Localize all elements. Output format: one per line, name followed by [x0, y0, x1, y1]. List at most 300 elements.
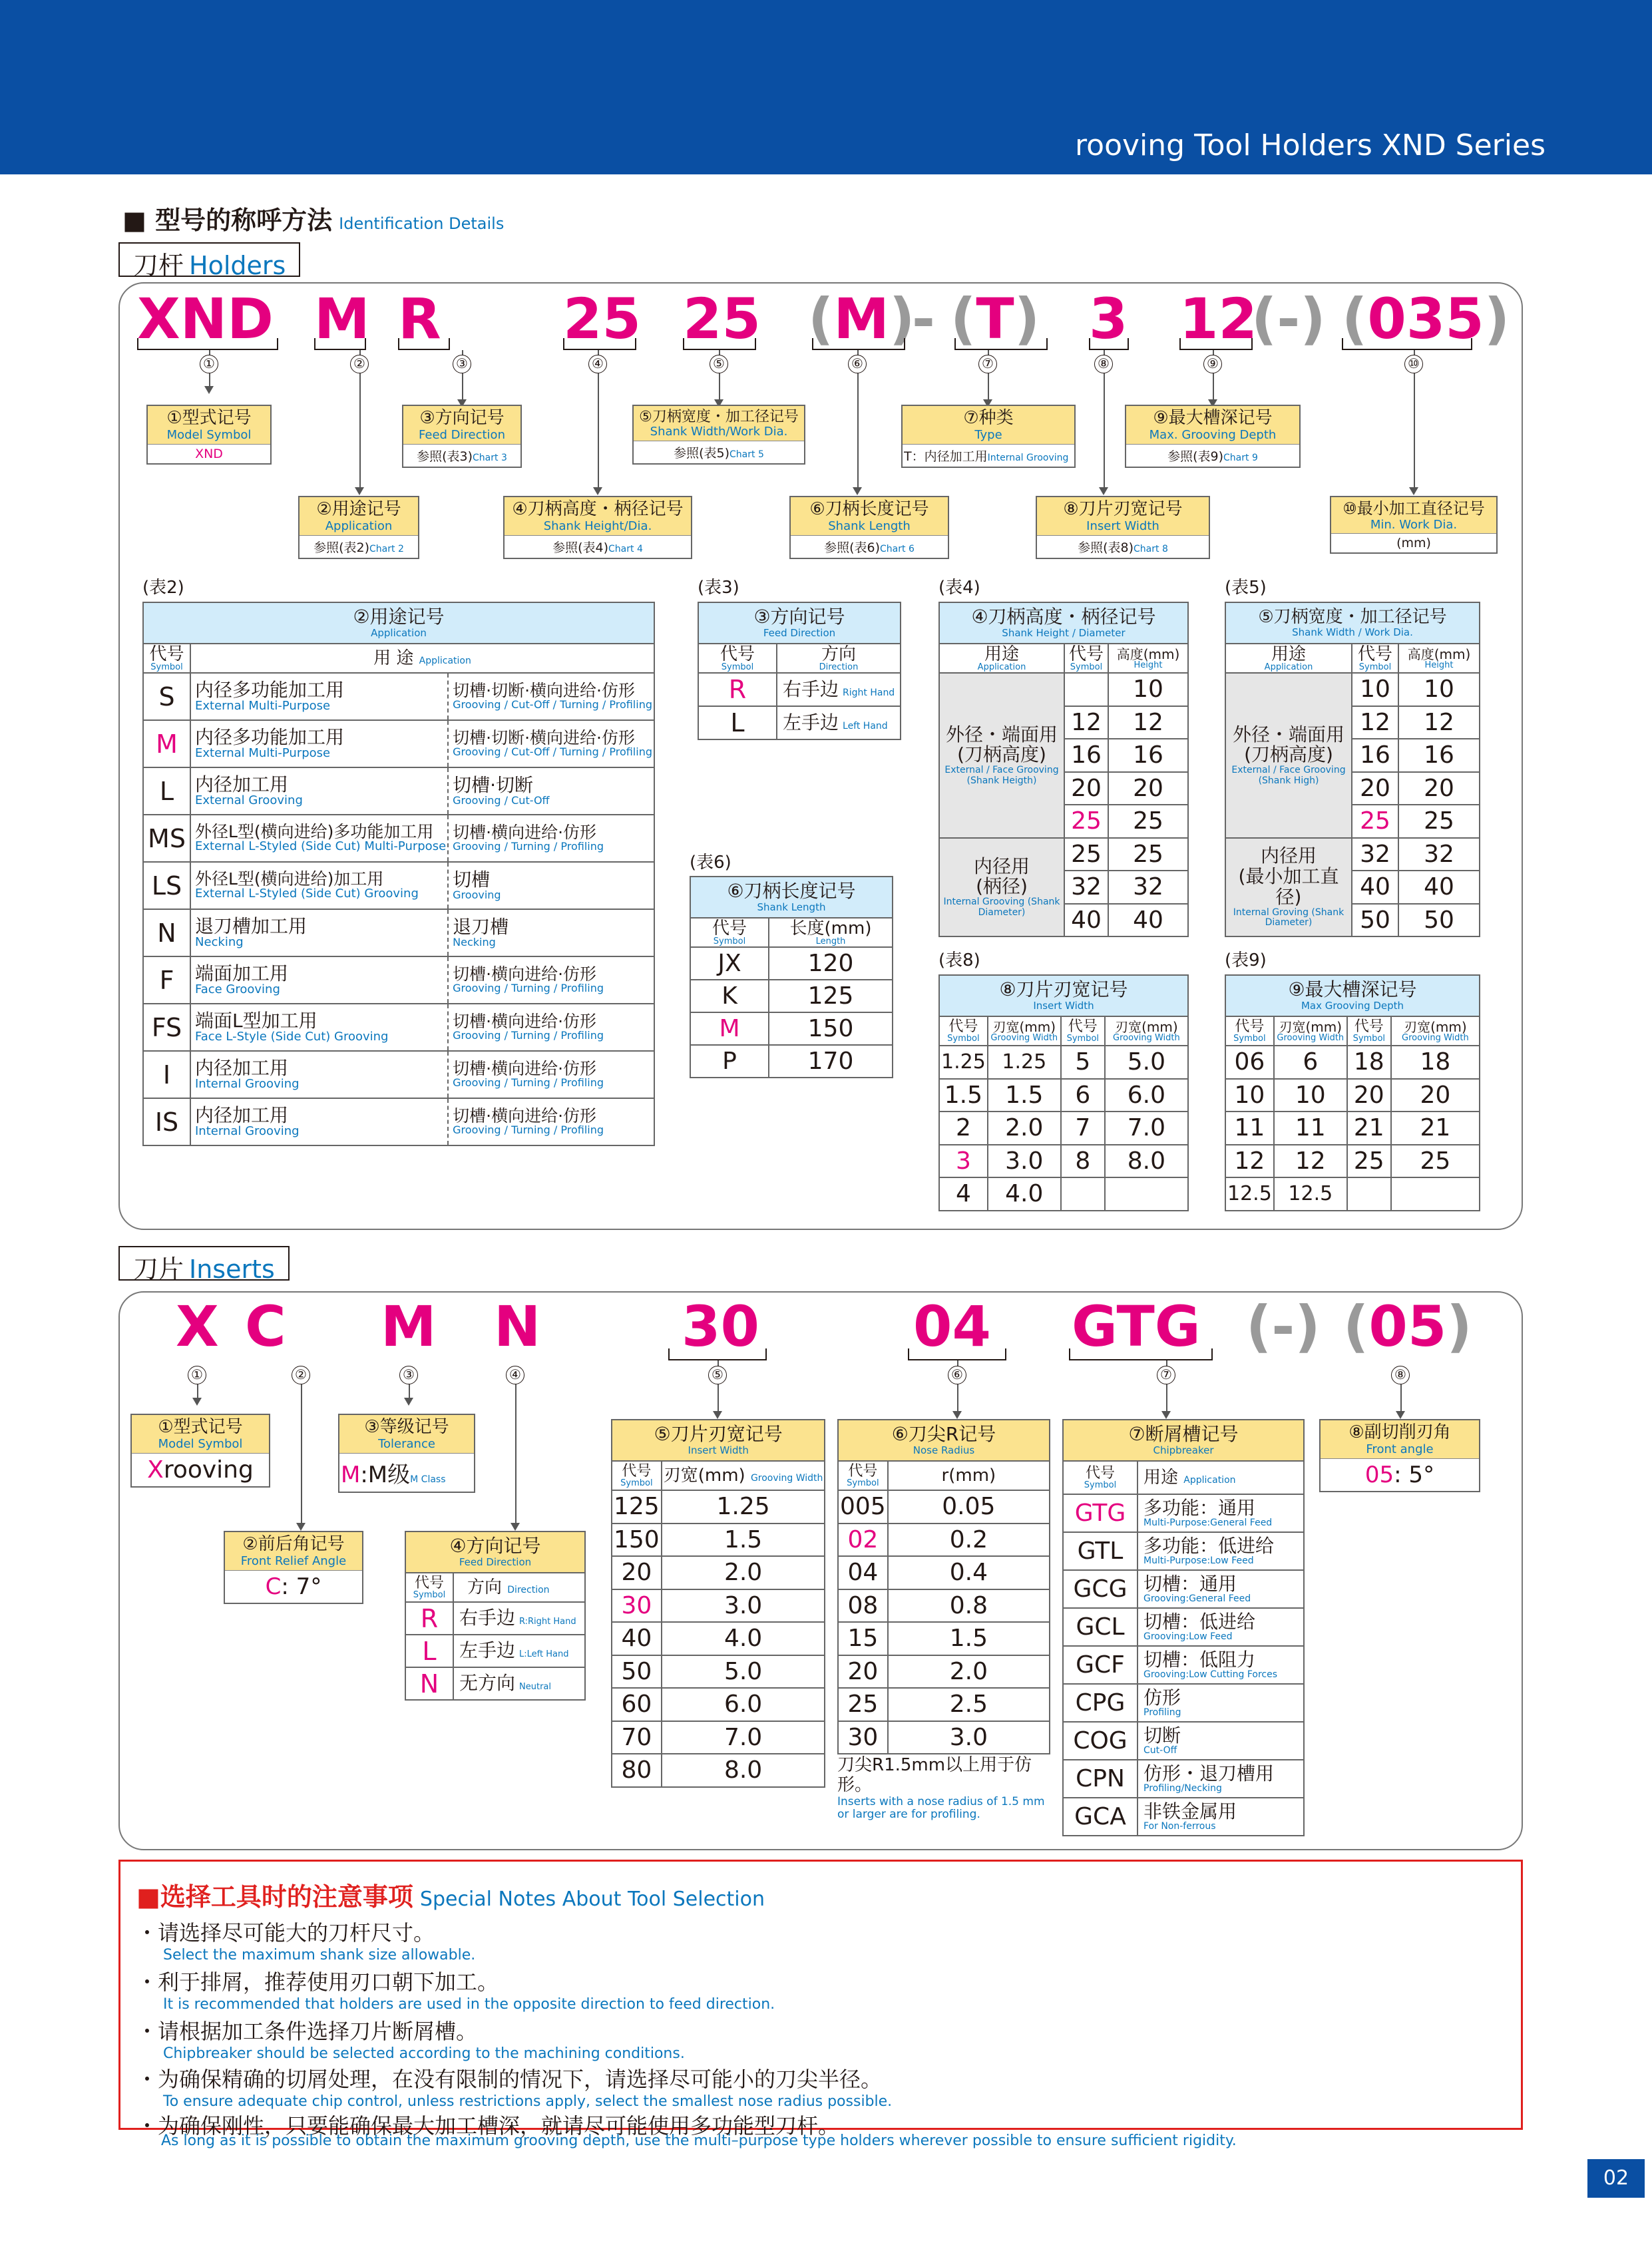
- insert-marker-7: ⑦: [1157, 1366, 1175, 1384]
- value-cell: 150: [769, 1012, 893, 1045]
- table-row: [143, 1098, 654, 1145]
- application-cell: 非铁金属用 For Non-ferrous: [1137, 1798, 1304, 1836]
- chart2-col-symbol: 代号 Symbol: [143, 644, 190, 673]
- symbol-cell: 10: [1352, 673, 1398, 706]
- note-item: ・为确保精确的切屑处理，在没有限制的情况下，请选择尽可能小的刀尖半径。 To ensure adequate chip control, unless restrictions apply, select the smallest nose radius possible.: [136, 2067, 893, 2110]
- table-row: [939, 1046, 1188, 1079]
- bracket: [1179, 338, 1253, 350]
- symbol-cell: COG: [1063, 1722, 1137, 1760]
- label-insert-width: ⑧刀片刃宽记号 Insert Width 参照(表8)Chart 8: [1036, 496, 1210, 559]
- table-row: [1225, 1046, 1480, 1079]
- symbol-cell: 06: [1225, 1046, 1274, 1079]
- symbol-cell: LS: [143, 862, 190, 909]
- note-item: ・请选择尽可能大的刀杆尺寸。 Select the maximum shank size allowable.: [136, 1920, 476, 1963]
- insert-code-relief: C: [245, 1294, 286, 1359]
- inserts-tag: 刀片 Inserts: [118, 1246, 290, 1281]
- label-max-depth: ⑨最大槽深记号 Max. Grooving Depth 参照(表9)Chart 9: [1125, 405, 1301, 468]
- label-feed-direction: ③方向记号 Feed Direction 参照(表3)Chart 3: [402, 405, 522, 468]
- symbol-cell: 12.5: [1225, 1177, 1274, 1211]
- symbol-cell: 40: [612, 1622, 662, 1655]
- value-cell: 3.0: [988, 1145, 1061, 1178]
- insert-code-model: X: [176, 1294, 219, 1359]
- table-row: [690, 1012, 893, 1045]
- symbol-cell: GTG: [1063, 1494, 1137, 1532]
- operation-cell: 切槽·切断 Grooving / Cut-Off: [448, 767, 654, 815]
- holder-code-type: (T): [950, 286, 1040, 351]
- value-cell: 2.0: [662, 1556, 825, 1589]
- value-cell: 5.0: [662, 1655, 825, 1689]
- notes-title: ■选择工具时的注意事项 Special Notes About Tool Selection: [136, 1882, 765, 1912]
- symbol-cell: S: [143, 673, 190, 720]
- chart2-title: ②用途记号 Application: [143, 602, 654, 644]
- direction-cell: 右手边 R:Right Hand: [453, 1602, 585, 1635]
- symbol-cell: 20: [1347, 1079, 1391, 1112]
- marker-4: ④: [588, 355, 607, 373]
- application-cell: 内径加工用 Internal Grooving: [190, 1051, 448, 1098]
- table-row: [1225, 1079, 1480, 1112]
- chart3-direction-table: ③方向记号 Feed Direction 代号 Symbol 方向 Direction R 右手边 Right Hand L 左手边 Left Hand: [698, 602, 901, 740]
- application-cell: 端面L型加工用 Face L-Style (Side Cut) Grooving: [190, 1004, 448, 1051]
- selection-notes: [118, 1860, 1523, 2139]
- table-row: [838, 1556, 1050, 1589]
- symbol-cell: CPN: [1063, 1760, 1137, 1798]
- application-cell: 多功能：低进给 Multi-Purpose:Low Feed: [1137, 1532, 1304, 1570]
- application-cell: 切槽：通用 Grooving:General Feed: [1137, 1570, 1304, 1608]
- chart6-caption: (表6): [690, 853, 731, 873]
- symbol-cell: 32: [1352, 838, 1398, 871]
- table-row: [612, 1688, 825, 1721]
- value-cell: 1.5: [662, 1524, 825, 1557]
- holder-code-min-dia: (035): [1342, 286, 1510, 351]
- value-cell: 16: [1398, 739, 1480, 772]
- symbol-cell: 10: [1225, 1079, 1274, 1112]
- marker-10: ⑩: [1404, 355, 1423, 373]
- symbol-cell: GCF: [1063, 1646, 1137, 1684]
- marker-9: ⑨: [1203, 355, 1222, 373]
- table-row: [698, 673, 901, 706]
- marker-7: ⑦: [978, 355, 997, 373]
- operation-cell: 退刀槽 Necking: [448, 909, 654, 956]
- value-cell: 25: [1391, 1145, 1480, 1178]
- table-row: [143, 815, 654, 862]
- symbol-cell: 25: [1064, 838, 1108, 871]
- symbol-cell: L: [143, 767, 190, 815]
- symbol-cell: 25: [1352, 805, 1398, 838]
- value-cell: 25: [1398, 805, 1480, 838]
- table-row: [1063, 1570, 1304, 1608]
- value-cell: 3.0: [888, 1721, 1050, 1754]
- direction-cell: 左手边 Left Hand: [777, 706, 901, 739]
- insert-code-option-dash: (-): [1246, 1294, 1321, 1359]
- symbol-cell: 16: [1064, 739, 1108, 772]
- value-cell: 11: [1274, 1112, 1347, 1145]
- symbol-cell: L: [405, 1635, 453, 1667]
- symbol-cell: 20: [1352, 772, 1398, 805]
- insert-marker-1: ①: [188, 1366, 206, 1384]
- table-row: [939, 838, 1188, 871]
- table-row: [143, 720, 654, 767]
- value-cell: 7.0: [662, 1721, 825, 1754]
- marker-1: ①: [200, 355, 218, 373]
- table-row: [939, 1177, 1188, 1211]
- value-cell: 25: [1108, 838, 1188, 871]
- symbol-cell: 8: [1061, 1145, 1105, 1178]
- symbol-cell: 25: [838, 1688, 888, 1721]
- application-cell: 外径・端面用 (刀柄高度) External / Face Grooving (Shank Heigth): [939, 673, 1064, 838]
- symbol-cell: N: [405, 1667, 453, 1700]
- table-row: [612, 1655, 825, 1689]
- application-cell: 内径用 (最小加工直径) Internal Groving (Shank Diameter): [1225, 838, 1352, 937]
- symbol-cell: JX: [690, 947, 769, 980]
- table-row: [838, 1721, 1050, 1754]
- value-cell: 3.0: [662, 1589, 825, 1623]
- table-row: [1063, 1722, 1304, 1760]
- table-row: [1225, 1112, 1480, 1145]
- symbol-cell: K: [690, 980, 769, 1012]
- value-cell: 7.0: [1105, 1112, 1188, 1145]
- value-cell: 12: [1108, 706, 1188, 739]
- operation-cell: 切槽·横向进给·仿形 Grooving / Turning / Profiling: [448, 1004, 654, 1051]
- value-cell: 12.5: [1274, 1177, 1347, 1211]
- symbol-cell: 1.5: [939, 1079, 988, 1112]
- table-row: [1063, 1646, 1304, 1684]
- table-row: [143, 909, 654, 956]
- insert-marker-4: ④: [506, 1366, 524, 1384]
- symbol-cell: 3: [939, 1145, 988, 1178]
- table-row: [405, 1667, 585, 1700]
- value-cell: 6.0: [662, 1688, 825, 1721]
- symbol-cell: 5: [1061, 1046, 1105, 1079]
- bracket: [812, 338, 905, 350]
- table-row: [939, 1112, 1188, 1145]
- application-cell: 切断 Cut-Off: [1137, 1722, 1304, 1760]
- value-cell: 20: [1398, 772, 1480, 805]
- table-row: [612, 1589, 825, 1623]
- symbol-cell: 04: [838, 1556, 888, 1589]
- application-cell: 外径・端面用 (刀柄高度) External / Face Grooving (Shank High): [1225, 673, 1352, 838]
- insert-code-front-angle: (05): [1343, 1294, 1472, 1359]
- chart9-max-depth-table: ⑨最大槽深记号 Max Grooving Depth 代号 Symbol 刃宽(mm) Grooving Width 代号 Symbol 刃宽(mm) Grooving Width 06 6 18 18 10 10 20 20 11 11 21 21 12 12 25 25 12.5 12.5: [1225, 974, 1480, 1211]
- holder-code-application: M: [314, 286, 370, 351]
- table-row: [143, 862, 654, 909]
- table-row: [405, 1602, 585, 1635]
- application-cell: 外径L型(横向进给)加工用 External L-Styled (Side Cut) Grooving: [190, 862, 448, 909]
- symbol-cell: 40: [1352, 871, 1398, 904]
- symbol-cell: 15: [838, 1622, 888, 1655]
- symbol-cell: R: [405, 1602, 453, 1635]
- symbol-cell: 6: [1061, 1079, 1105, 1112]
- symbol-cell: 12: [1064, 706, 1108, 739]
- application-cell: 切槽：低阻力 Grooving:Low Cutting Forces: [1137, 1646, 1304, 1684]
- symbol-cell: F: [143, 956, 190, 1004]
- value-cell: 12: [1274, 1145, 1347, 1178]
- value-cell: 6: [1274, 1046, 1347, 1079]
- insert-code-tolerance: M: [381, 1294, 437, 1359]
- table-row: [612, 1721, 825, 1754]
- chipbreaker-table: ⑦断屑槽记号 Chipbreaker 代号 Symbol 用途 Application GTG 多功能：通用 Multi-Purpose:General Feed GTL 多功能：低进给 Multi-Purpose:Low Feed GCG 切槽：通用 Grooving:General Feed GCL 切槽：低进给 Grooving:Low Feed GCF 切槽：低阻力 Grooving:Low Cutting Forces CPG 仿形 Profiling COG 切断 Cut-Off CPN 仿形・退刀槽用 Profiling/Necking GCA 非铁金属用 For Non-ferrous: [1062, 1419, 1305, 1836]
- table-row: [143, 1051, 654, 1098]
- symbol-cell: 30: [838, 1721, 888, 1754]
- chart4-shank-height-table: ④刀柄高度・柄径记号 Shank Height / Diameter 用途 Application 代号 Symbol 高度(mm) Height 外径・端面用 (刀柄高度) External / Face Grooving (Shank Heigth) 10 12 12 16 16 20 20 25 25 内径用 (柄径) Internal Grooving (Shank Diameter) 25 25 32 32 40 40: [938, 602, 1189, 937]
- symbol-cell: 7: [1061, 1112, 1105, 1145]
- symbol-cell: GCL: [1063, 1608, 1137, 1646]
- insert-label-relief: ②前后角记号 Front Relief Angle C: 7°: [224, 1531, 363, 1604]
- value-cell: 0.8: [888, 1589, 1050, 1623]
- chart5-shank-width-table: ⑤刀柄宽度・加工径记号 Shank Width / Work Dia. 用途 Application 代号 Symbol 高度(mm) Height 外径・端面用 (刀柄高度) External / Face Grooving (Shank High) 10 10 12 12 16 16 20 20 25 25 内径用 (最小加工直径) Internal Groving (Shank Diameter) 32 32 40 40 50 50: [1225, 602, 1480, 937]
- table-row: [838, 1688, 1050, 1721]
- symbol-cell: P: [690, 1045, 769, 1078]
- chart5-caption: (表5): [1225, 578, 1267, 598]
- bracket: [314, 338, 366, 350]
- value-cell: 2.5: [888, 1688, 1050, 1721]
- value-cell: 10: [1108, 673, 1188, 706]
- symbol-cell: N: [143, 909, 190, 956]
- table-row: [1225, 673, 1480, 706]
- table-row: [838, 1622, 1050, 1655]
- table-row: [838, 1524, 1050, 1557]
- section-title: ■ 型号的称呼方法 Identification Details: [122, 206, 505, 235]
- note-item: ・利于排屑，推荐使用刃口朝下加工。 It is recommended that holders are used in the opposite direction to feed direction.: [136, 1969, 775, 2013]
- symbol-cell: FS: [143, 1004, 190, 1051]
- symbol-cell: L: [698, 706, 777, 739]
- value-cell: 170: [769, 1045, 893, 1078]
- operation-cell: 切槽·切断·横向进给·仿形 Grooving / Cut-Off / Turning / Profiling: [448, 673, 654, 720]
- symbol-cell: [1347, 1177, 1391, 1211]
- holder-code-length: (M): [808, 286, 915, 351]
- table-row: [939, 1079, 1188, 1112]
- chart8-caption: (表8): [938, 950, 980, 970]
- value-cell: 1.5: [888, 1622, 1050, 1655]
- direction-cell: 无方向 Neutral: [453, 1667, 585, 1700]
- nose-radius-table: ⑥刀尖R记号 Nose Radius 代号 Symbol r(mm) 005 0.05 02 0.2 04 0.4 08 0.8 15 1.5 20 2.0 25 2.5 30 3.0: [837, 1419, 1050, 1754]
- symbol-cell: 08: [838, 1589, 888, 1623]
- table-row: [1225, 1177, 1480, 1211]
- symbol-cell: 2: [939, 1112, 988, 1145]
- symbol-cell: R: [698, 673, 777, 706]
- page-number: 02: [1587, 2159, 1645, 2198]
- symbol-cell: 20: [838, 1655, 888, 1689]
- symbol-cell: 21: [1347, 1112, 1391, 1145]
- bracket: [563, 338, 636, 350]
- symbol-cell: 40: [1064, 904, 1108, 937]
- operation-cell: 切槽·横向进给·仿形 Grooving / Turning / Profiling: [448, 956, 654, 1004]
- symbol-cell: 02: [838, 1524, 888, 1557]
- symbol-cell: 80: [612, 1754, 662, 1787]
- chart2-application-table: [142, 602, 655, 1146]
- value-cell: 2.0: [888, 1655, 1050, 1689]
- application-cell: 退刀槽加工用 Necking: [190, 909, 448, 956]
- operation-cell: 切槽 Grooving: [448, 862, 654, 909]
- holder-code-depth: 12: [1179, 286, 1257, 351]
- value-cell: 18: [1391, 1046, 1480, 1079]
- insert-marker-6: ⑥: [948, 1366, 966, 1384]
- table-row: [690, 980, 893, 1012]
- symbol-cell: 16: [1352, 739, 1398, 772]
- bracket: [908, 1348, 1006, 1360]
- value-cell: 6.0: [1105, 1079, 1188, 1112]
- value-cell: 32: [1398, 838, 1480, 871]
- table-row: [143, 673, 654, 720]
- symbol-cell: 1.25: [939, 1046, 988, 1079]
- symbol-cell: 005: [838, 1490, 888, 1524]
- symbol-cell: IS: [143, 1098, 190, 1145]
- value-cell: 0.2: [888, 1524, 1050, 1557]
- symbol-cell: 60: [612, 1688, 662, 1721]
- symbol-cell: 25: [1347, 1145, 1391, 1178]
- table-row: [838, 1490, 1050, 1524]
- symbol-cell: 20: [1064, 772, 1108, 805]
- holder-code-model: XND: [137, 286, 274, 351]
- table-row: [1063, 1494, 1304, 1532]
- symbol-cell: 32: [1064, 871, 1108, 904]
- table-row: [838, 1655, 1050, 1689]
- note-item: ・为确保刚性，只要能确保最大加工槽深，就请尽可能使用多功能型刀杆。: [136, 2113, 840, 2139]
- insert-code-direction: N: [494, 1294, 541, 1359]
- chart6-shank-length-table: ⑥刀柄长度记号 Shank Length 代号 Symbol 长度(mm) Length JX 120 K 125 M 150 P 170: [690, 876, 893, 1078]
- insert-label-tolerance: ③等级记号 Tolerance M:M级M Class: [338, 1414, 475, 1493]
- value-cell: 120: [769, 947, 893, 980]
- label-min-work-dia: ⑩最小加工直径记号 Min. Work Dia. (mm): [1330, 496, 1498, 554]
- value-cell: 0.05: [888, 1490, 1050, 1524]
- chart2-caption: (表2): [142, 578, 184, 598]
- holder-code-insert-width: 3: [1089, 286, 1128, 351]
- symbol-cell: 25: [1064, 805, 1108, 838]
- insert-marker-2: ②: [292, 1366, 310, 1384]
- value-cell: 8.0: [1105, 1145, 1188, 1178]
- holders-tag: 刀杆 Holders: [118, 242, 300, 277]
- value-cell: 125: [769, 980, 893, 1012]
- symbol-cell: CPG: [1063, 1684, 1137, 1722]
- table-row: [612, 1622, 825, 1655]
- table-row: [690, 947, 893, 980]
- bracket: [137, 338, 278, 350]
- application-cell: 多功能：通用 Multi-Purpose:General Feed: [1137, 1494, 1304, 1532]
- symbol-cell: GTL: [1063, 1532, 1137, 1570]
- symbol-cell: GCG: [1063, 1570, 1137, 1608]
- insert-marker-8: ⑧: [1391, 1366, 1410, 1384]
- table-row: [1225, 838, 1480, 871]
- bracket: [1089, 338, 1129, 350]
- symbol-cell: 12: [1225, 1145, 1274, 1178]
- table-row: [1063, 1798, 1304, 1836]
- application-cell: 内径用 (柄径) Internal Grooving (Shank Diameter): [939, 838, 1064, 937]
- table-row: [612, 1524, 825, 1557]
- value-cell: 4.0: [662, 1622, 825, 1655]
- holder-code-height: 25: [563, 286, 641, 351]
- marker-2: ②: [350, 355, 369, 373]
- insert-code-chipbreaker: GTG: [1072, 1294, 1201, 1359]
- value-cell: 20: [1108, 772, 1188, 805]
- table-row: [1063, 1532, 1304, 1570]
- label-shank-height: ④刀柄高度・柄径记号 Shank Height/Dia. 参照(表4)Chart 4: [503, 496, 692, 559]
- value-cell: 32: [1108, 871, 1188, 904]
- symbol-cell: [1061, 1177, 1105, 1211]
- marker-3: ③: [453, 355, 471, 373]
- value-cell: 50: [1398, 904, 1480, 937]
- symbol-cell: 125: [612, 1490, 662, 1524]
- symbol-cell: M: [143, 720, 190, 767]
- label-shank-width: ⑤刀柄宽度・加工径记号 Shank Width/Work Dia. 参照(表5)Chart 5: [632, 405, 805, 465]
- value-cell: [1105, 1177, 1188, 1211]
- application-cell: 内径多功能加工用 External Multi-Purpose: [190, 720, 448, 767]
- value-cell: 12: [1398, 706, 1480, 739]
- holder-code-option-dash: (-): [1251, 286, 1326, 351]
- nose-radius-note: 刀尖R1.5mm以上用于仿形。 Inserts with a nose radius of 1.5 mm or larger are for profiling.: [837, 1755, 1045, 1822]
- bracket: [954, 338, 1048, 350]
- label-model-symbol: ①型式记号 Model Symbol XND: [146, 405, 272, 465]
- value-cell: 25: [1108, 805, 1188, 838]
- value-cell: 8.0: [662, 1754, 825, 1787]
- insert-marker-5: ⑤: [708, 1366, 727, 1384]
- bracket: [398, 338, 450, 350]
- direction-cell: 左手边 L:Left Hand: [453, 1635, 585, 1667]
- application-cell: 切槽：低进给 Grooving:Low Feed: [1137, 1608, 1304, 1646]
- symbol-cell: 4: [939, 1177, 988, 1211]
- value-cell: 10: [1274, 1079, 1347, 1112]
- bracket: [1069, 1348, 1213, 1360]
- table-row: [838, 1589, 1050, 1623]
- bracket: [1342, 338, 1472, 350]
- insert-marker-3: ③: [399, 1366, 418, 1384]
- symbol-cell: 12: [1352, 706, 1398, 739]
- table-row: [405, 1635, 585, 1667]
- insert-code-width: 30: [682, 1294, 759, 1359]
- table-row: [143, 767, 654, 815]
- table-row: [1063, 1760, 1304, 1798]
- table-row: [612, 1754, 825, 1787]
- value-cell: 1.25: [662, 1490, 825, 1524]
- value-cell: 10: [1398, 673, 1480, 706]
- symbol-cell: 18: [1347, 1046, 1391, 1079]
- symbol-cell: 50: [612, 1655, 662, 1689]
- symbol-cell: M: [690, 1012, 769, 1045]
- operation-cell: 切槽·切断·横向进给·仿形 Grooving / Cut-Off / Turning / Profiling: [448, 720, 654, 767]
- table-row: [698, 706, 901, 739]
- symbol-cell: [1064, 673, 1108, 706]
- symbol-cell: 30: [612, 1589, 662, 1623]
- symbol-cell: 70: [612, 1721, 662, 1754]
- value-cell: 40: [1108, 904, 1188, 937]
- table-row: [939, 673, 1188, 706]
- symbol-cell: 11: [1225, 1112, 1274, 1145]
- value-cell: 21: [1391, 1112, 1480, 1145]
- value-cell: [1391, 1177, 1480, 1211]
- table-row: [939, 1145, 1188, 1178]
- note-item-en: As long as it is possible to obtain the maximum grooving depth, use the multi–purpose type holders wherever possible to ensure sufficient rigidity.: [161, 2133, 1237, 2149]
- holder-code-dash: -: [912, 286, 935, 351]
- chart2-col-application: 用 途 Application: [190, 644, 654, 673]
- table-row: [690, 1045, 893, 1078]
- application-cell: 仿形・退刀槽用 Profiling/Necking: [1137, 1760, 1304, 1798]
- table-row: [143, 956, 654, 1004]
- symbol-cell: MS: [143, 815, 190, 862]
- operation-cell: 切槽·横向进给·仿形 Grooving / Turning / Profiling: [448, 1051, 654, 1098]
- table-row: [1063, 1608, 1304, 1646]
- bracket: [683, 338, 756, 350]
- symbol-cell: 50: [1352, 904, 1398, 937]
- table-row: [612, 1556, 825, 1589]
- label-application: ②用途记号 Application 参照(表2)Chart 2: [298, 496, 419, 559]
- symbol-cell: 20: [612, 1556, 662, 1589]
- value-cell: 4.0: [988, 1177, 1061, 1211]
- chart4-caption: (表4): [938, 578, 980, 598]
- note-item: ・请根据加工条件选择刀片断屑槽。 Chipbreaker should be selected according to the machining conditions.: [136, 2019, 685, 2062]
- insert-width-table: ⑤刀片刃宽记号 Insert Width 代号 Symbol 刃宽(mm) Grooving Width 125 1.25 150 1.5 20 2.0 30 3.0 40 4.0 50 5.0 60 6.0 70 7.0 80 8.0: [611, 1419, 825, 1788]
- symbol-cell: GCA: [1063, 1798, 1137, 1836]
- chart8-insert-width-table: ⑧刀片刃宽记号 Insert Width 代号 Symbol 刃宽(mm) Grooving Width 代号 Symbol 刃宽(mm) Grooving Width 1.25 1.25 5 5.0 1.5 1.5 6 6.0 2 2.0 7 7.0 3 3.0 8 8.0 4 4.0: [938, 974, 1189, 1211]
- insert-label-model: ①型式记号 Model Symbol Xrooving: [130, 1414, 270, 1488]
- application-cell: 内径多功能加工用 External Multi-Purpose: [190, 673, 448, 720]
